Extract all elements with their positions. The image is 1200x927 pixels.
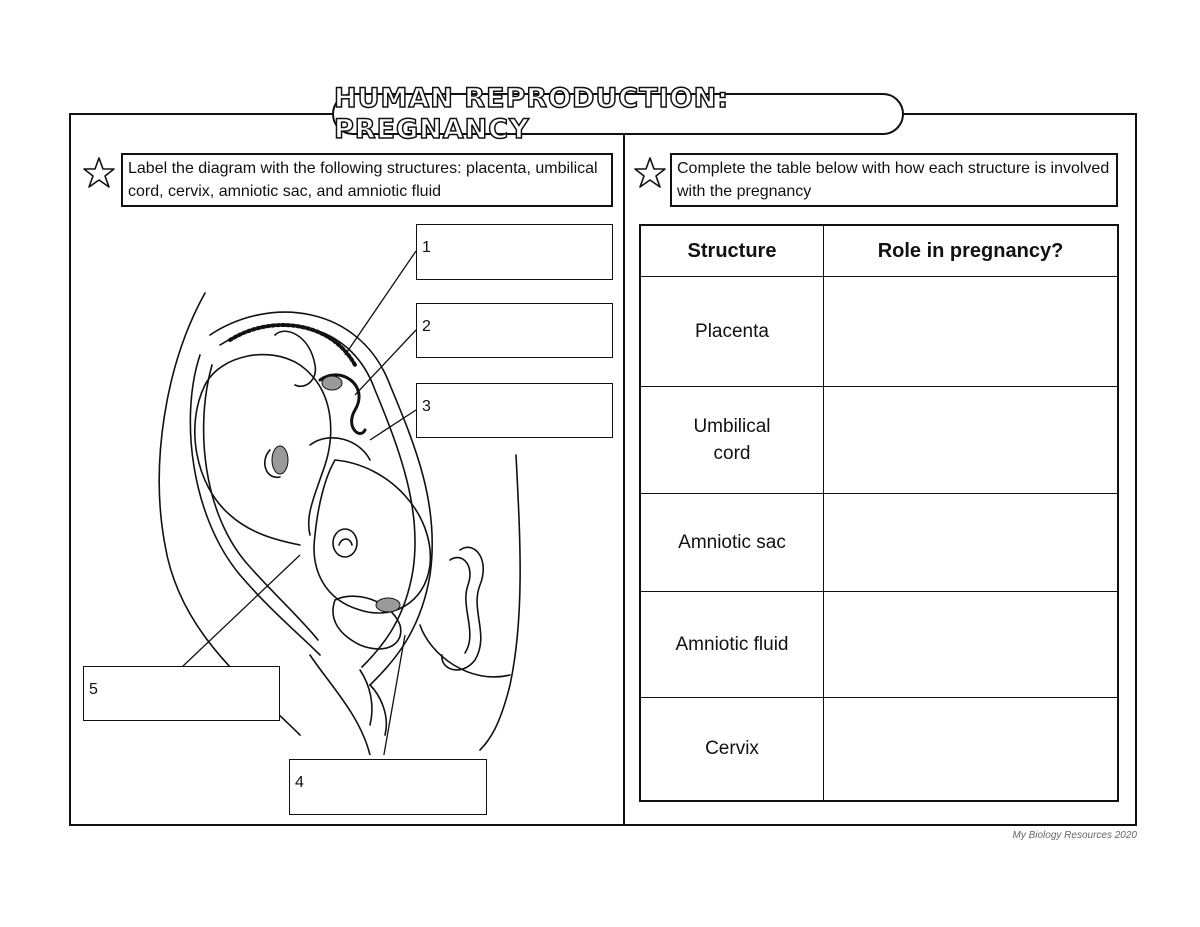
structure-cell: Amniotic fluid <box>640 592 824 698</box>
role-answer-cell[interactable] <box>824 698 1119 801</box>
label-box-2[interactable] <box>416 303 613 358</box>
label-box-5[interactable] <box>83 666 280 721</box>
role-answer-cell[interactable] <box>824 277 1119 387</box>
page-title: HUMAN REPRODUCTION: PREGNANCY <box>334 83 730 145</box>
label-number: 3 <box>422 398 431 415</box>
table-row <box>640 698 1118 801</box>
role-answer-cell[interactable] <box>824 592 1119 698</box>
column-header-structure: Structure <box>640 225 824 277</box>
structure-cell: Cervix <box>640 698 824 801</box>
table-row <box>640 277 1118 387</box>
title-banner <box>332 83 904 145</box>
structure-cell: Placenta <box>640 277 824 387</box>
label-number: 1 <box>422 239 431 256</box>
table-header-row <box>640 225 1118 277</box>
table-row <box>640 592 1118 698</box>
table-row <box>640 494 1118 592</box>
role-answer-cell[interactable] <box>824 387 1119 494</box>
structure-role-table <box>639 224 1119 802</box>
structure-cell: Umbilical cord <box>640 387 824 494</box>
label-box-1[interactable] <box>416 224 613 280</box>
label-box-3[interactable] <box>416 383 613 438</box>
right-instruction: Complete the table below with how each structure is involved with the pregnancy <box>670 153 1118 207</box>
table-row <box>640 387 1118 494</box>
left-instruction: Label the diagram with the following structures: placenta, umbilical cord, cervix, amniotic sac, and amniotic fluid <box>121 153 613 207</box>
label-box-4[interactable] <box>289 759 487 815</box>
label-number: 5 <box>89 681 98 698</box>
star-icon <box>633 156 667 190</box>
label-number: 4 <box>295 774 304 791</box>
star-icon <box>82 156 116 190</box>
label-number: 2 <box>422 318 431 335</box>
role-answer-cell[interactable] <box>824 494 1119 592</box>
structure-cell: Amniotic sac <box>640 494 824 592</box>
footer-credit: My Biology Resources 2020 <box>1012 830 1137 841</box>
column-header-role: Role in pregnancy? <box>824 225 1119 277</box>
panel-divider <box>623 113 625 826</box>
